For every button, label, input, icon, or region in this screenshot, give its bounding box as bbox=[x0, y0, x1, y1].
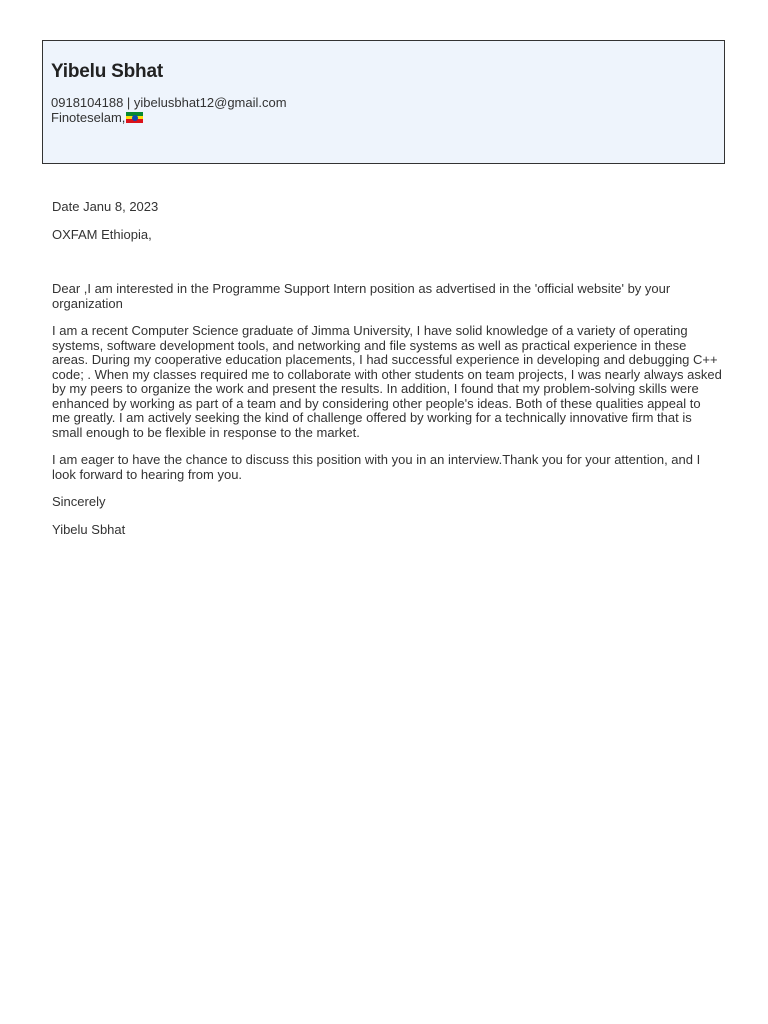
letter-date: Date Janu 8, 2023 bbox=[52, 199, 159, 214]
ethiopia-flag-icon bbox=[126, 112, 143, 123]
location-line bbox=[51, 110, 287, 125]
letter-recipient: OXFAM Ethiopia, bbox=[52, 226, 152, 242]
paragraph-closing: I am eager to have the chance to discuss this position with you in an interview.Thank you for your attention, and I look forward to hearing from you. bbox=[52, 452, 701, 482]
letter-signature: Yibelu Sbhat bbox=[52, 521, 126, 537]
location-text: Finoteselam, bbox=[51, 110, 126, 125]
header-box bbox=[42, 40, 725, 164]
letter-closing: Sincerely bbox=[52, 494, 106, 509]
paragraph-intro: Dear ,I am interested in the Programme Support Intern position as advertised in the 'official website' by your organization bbox=[52, 281, 671, 311]
paragraph-experience: I am a recent Computer Science graduate of Jimma University, I have solid knowledge of a variety of operating systems, software development tools, and networking and file systems as well as practical experience in these areas. During my cooperative education placements, I had successful experience in developing and debugging C++ code; . When my classes required me to collaborate with other students on team projects, I was nearly always asked by my peers to organize the work and present the results. In addition, I found that my problem-solving skills were enhanced by working as part of a team and by considering other people's ideas. Both of these qualities appeal to me greatly. I am actively seeking the kind of challenge offered by working for a technically innovative firm that is small enough to be flexible in response to the market. bbox=[52, 323, 722, 440]
contact-block bbox=[51, 95, 287, 125]
contact-line: 0918104188 | yibelusbhat12@gmail.com bbox=[51, 95, 287, 110]
letter-body bbox=[52, 200, 722, 537]
applicant-name: Yibelu Sbhat bbox=[51, 61, 163, 82]
